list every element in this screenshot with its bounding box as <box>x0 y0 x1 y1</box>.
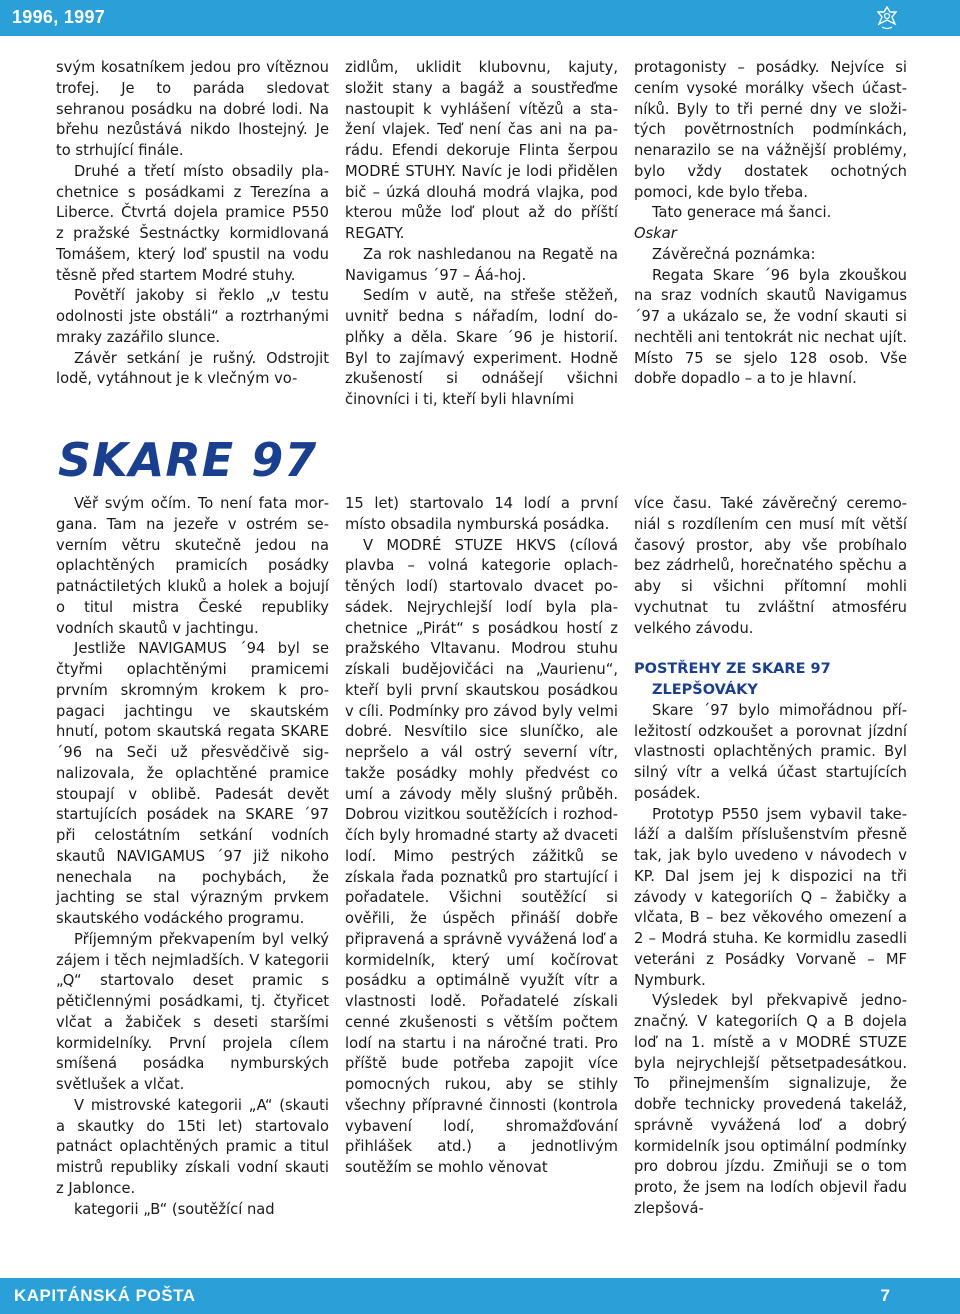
paragraph: protagonisty – posádky. Nejvíce si cením vysoké morálky všech účastníků. Byly to tři perné dny ve složitých povětrnostních podmínkách, nenarazilo se na vážnější problémy, bylo vždy dostatek ochotných pomoci, kde bylo třeba. <box>634 59 907 201</box>
paragraph: Povětří jakoby si řeklo „v testu odolnosti jste obstáli“ a roztrhanými mraky zazářilo slunce. <box>56 287 329 346</box>
paragraph: Výsledek byl překvapivě jednoznačný. V kategoriích Q a B dojela loď na 1. místě a v MODRÉ STUZE byla nejrychlejší pětsetpadesátkou. To přinejmenším signalizuje, že dobře technicky provedená takeláž, správně vyvážená loď a dobrý kormidelník jsou optimální podmínky pro dobrou jízdu. Zmiňuji se o tom proto, že jsem na lodích objevil řadu zlepšová- <box>634 992 907 1217</box>
paragraph: zidlům, uklidit klubovnu, kajuty, složit stany a bagáž a soustřeďme nastoupit k vyhlášení vítězů a stažení vlajek. Teď není čas ani na parádu. Efendi dekoruje Flinta šerpou MODRÉ STUHY. Navíc je lodi přidělen bič – úzká dlouhá modrá vlajka, pod kterou může loď plout až do příští REGATY. <box>345 59 618 242</box>
author-signature: Oskar <box>634 225 677 242</box>
paragraph: Příjemným překvapením byl velký zájem i těch nejmladších. V kategorii „Q“ startovalo deset pramic s pětičlennými posádkami, tj. čtyřicet vlčat a žabiček s deseti staršími kormidelníky. První projela cílem smíšená posádka nymburských světlušek a vlčat. <box>56 930 329 1093</box>
paragraph: Skare ´97 bylo mimořádnou příležitostí odzkoušet a porovnat jízdní vlastnosti oplachtěných pramic. Byl silný vítr a velká účast startujících posádek. <box>634 701 907 802</box>
paragraph: více času. Také závěrečný ceremoniál s rozdílením cen musí mít větší časový prostor, aby vše probíhalo bez zádrhelů, horečnatého spěchu a aby si všichni přítomní mohli vychutnat tu zvláštní atmosféru velkého závodu. <box>634 495 907 637</box>
upper-column-1 <box>56 58 329 390</box>
header-bar <box>0 0 960 36</box>
paragraph: V mistrovské kategorii „A“ (skauti a skautky do 15ti let) startovalo patnáct oplachtěných pramic a titul mistrů republiky získali vodní skauti z Jablonce. <box>56 1096 329 1197</box>
paragraph: kategorii „B“ (soutěžící nad <box>74 1200 275 1218</box>
paragraph: Tato generace má šanci. <box>652 204 832 222</box>
paragraph: Za rok nashledanou na Regatě na Navigamus ´97 – Áá-hoj. <box>345 245 618 284</box>
paragraph: Jestliže NAVIGAMUS ´94 byl se čtyřmi oplachtěnými pramicemi prvním skromným krokem k propagaci jachtingu ve skautském hnutí, potom skautská regata SKARE ´96 na Seči už přesvědčivě signalizovala, že oplachtěné pramice stoupají v oblibě. Padesát devět startujících posádek na SKARE ´97 při celostátním setkání vodních skautů NAVIGAMUS ´97 již nikoho nenechala na pochybách, že jachting se stal výrazným prvkem skautského vodáckého programu. <box>56 640 329 927</box>
spacer <box>634 639 907 659</box>
lower-column-3 <box>634 494 907 1220</box>
paragraph: Druhé a třetí místo obsadily plachetnice s posádkami z Terezína a Liberce. Čtvrtá dojela pramice P550 z pražské Šestnáctky kormidlovaná Tomášem, který loď spustil na vodu těsně před startem Modré stuhy. <box>56 162 329 284</box>
upper-column-3 <box>634 58 907 390</box>
paragraph: V MODRÉ STUZE HKVS (cílová plavba – volná kategorie oplachtěných lodí) startovalo dvacet posádek. Nejrychlejší lodí byla plachetnice „Pirát“ s posádkou hostí z pražského Vltavanu. Modrou stuhu získali budějovičáci na „Vaurienu“, kteří byli první skautskou posádkou v cíli. Podmínky pro závod byly velmi dobré. Nesvítilo sice sluníčko, ale nepršelo a vál ostrý severní vítr, takže posádky mohly předvést co umí a závody měly slušný průběh. Dobrou vizitkou soutěžících i rozhodčích byly hromadné starty až dvaceti lodí. Mimo pestrých zážitků se získala řada poznatků pro startující i pořadatele. Všichni soutěžící si ověřili, že úspěch přináší dobře připravená a správně vyvážená loď a kormidelník, který umí kočírovat posádku a optimálně využít vítr a vlastnosti lodě. Pořadatelé získali cenné zkušenosti s větším počtem lodí na startu i na náročné trati. Pro příště bude potřeba zapojit více pomocných rukou, aby se stihly všechny přípravné činnosti (kontrola vybavení lodí, shromažďování přihlášek atd.) a jednotlivým soutěžím se mohlo věnovat <box>345 536 618 1176</box>
upper-column-2 <box>345 58 618 411</box>
paragraph: svým kosatníkem jedou pro vítěznou trofej. Je to paráda sledovat sehranou posádku na dobré lodi. Na břehu nezůstává nikdo lhostejný. Je to strhující finále. <box>56 59 329 159</box>
magazine-title: KAPITÁNSKÁ POŠTA <box>14 1286 196 1305</box>
section-subheading: ZLEPŠOVÁKY <box>652 682 758 698</box>
paragraph: Závěr setkání je rušný. Odstrojit lodě, vytáhnout je k vlečným vo- <box>56 349 329 388</box>
scout-emblem-icon <box>876 6 898 30</box>
section-subheading: POSTŘEHY ZE SKARE 97 <box>634 661 831 678</box>
paragraph: Sedím v autě, na střeše stěžeň, uvnitř bedna s nářadím, lodní doplňky a děla. Skare ´96 je historií. Byl to zajímavý experiment. Hodně zkušeností si odnášejí všichni činovníci i ti, kteří byli hlavními <box>345 287 618 408</box>
paragraph: Věř svým očím. To není fata morgana. Tam na jezeře v ostrém severním větru skutečně jedou na oplachtěných pramicích posádky patnáctiletých kluků a holek a bojují o titul mistra České republiky vodních skautů v jachtingu. <box>56 495 329 637</box>
lower-column-2 <box>345 494 618 1179</box>
lower-column-1 <box>56 494 329 1220</box>
paragraph: Prototyp P550 jsem vybavil takeláží a dalším příslušenstvím přesně tak, jak bylo uvedeno v návodech v KP. Dal jsem jej k dispozici na tři závody v kategoriích Q – žabičky a vlčata, B – bez věkového omezení a 2 – Modrá stuha. Ke kormidlu zasedli veteráni z Posádky Vorvaně – MF Nymburk. <box>634 805 907 989</box>
article-headline: SKARE 97 <box>58 433 318 487</box>
header-years: 1996, 1997 <box>12 7 106 27</box>
note-title: Závěrečná poznámka: <box>652 245 816 263</box>
note-paragraph: Regata Skare ´96 byla zkouškou na sraz vodních skautů Navigamus ´97 a ukázalo se, že vodní skauti si nechtěli ani tentokrát nic nechat ujít. Místo 75 se sjelo 128 osob. Vše dobře dopadlo – a to je hlavní. <box>634 266 907 388</box>
page-number: 7 <box>880 1286 890 1305</box>
footer-bar <box>0 1278 960 1314</box>
paragraph: 15 let) startovalo 14 lodí a první místo obsadila nymburská posádka. <box>345 495 618 533</box>
